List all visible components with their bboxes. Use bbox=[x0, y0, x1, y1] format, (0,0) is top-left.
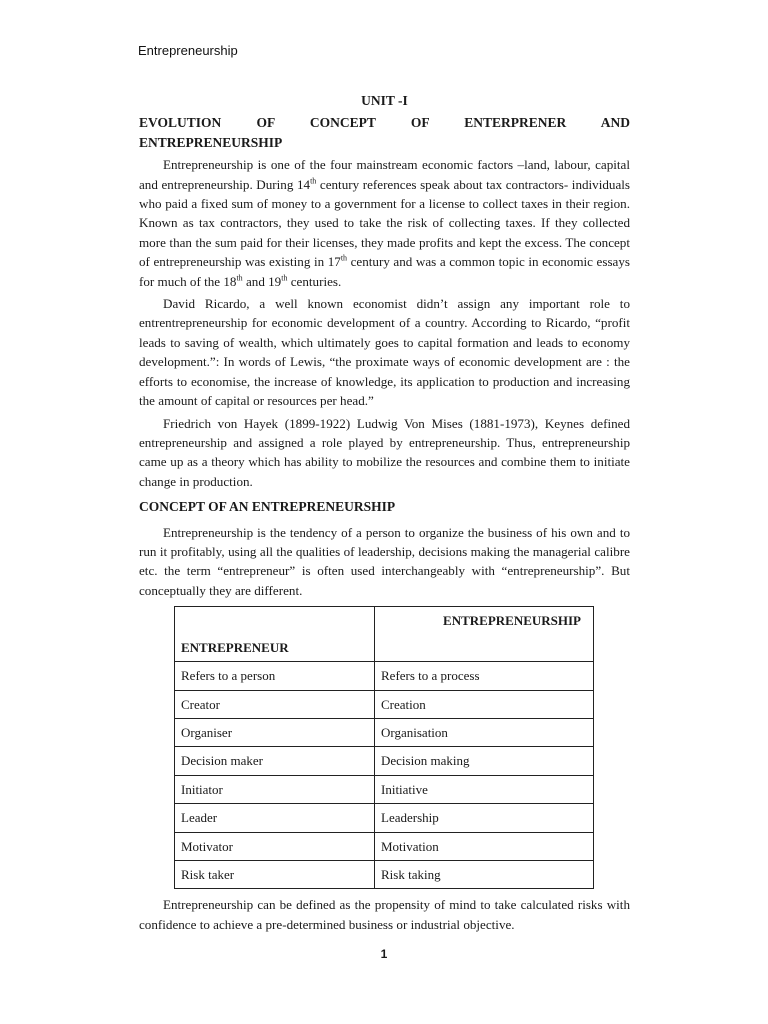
table-row bbox=[175, 747, 594, 775]
comparison-table bbox=[174, 606, 594, 889]
title-line-2: ENTREPRENEURSHIP bbox=[139, 134, 283, 150]
paragraph-5: Entrepreneurship can be defined as the propensity of mind to take calculated risks with confidence to achieve a pre-determined business or industrial objective. bbox=[139, 897, 630, 932]
paragraph-2: David Ricardo, a well known economist didn’t assign any important role to entrentrepreneurship for economic development of a country. According to Ricardo, “profit leads to saving of wealth, which ultimately goes to capital formation and leads to economy development.”: In words of Lewis, “the proximate ways of economic development are : the efforts to economise, the increase of knowledge, its application to production and increasing the amount of capital or resources per head.” bbox=[139, 296, 630, 409]
cell-entrepreneurship: Motivation bbox=[375, 832, 594, 860]
table-row bbox=[175, 718, 594, 746]
superscript: th bbox=[236, 273, 243, 283]
cell-entrepreneurship: Refers to a process bbox=[375, 662, 594, 690]
column-header-entrepreneur: ENTREPRENEUR bbox=[175, 607, 375, 662]
paragraph-3: Friedrich von Hayek (1899-1922) Ludwig Von Mises (1881-1973), Keynes defined entrepreneurship and assigned a role played by entrepreneurship. Thus, entrepreneurship came up as a theory which has ability to mobilize the resources and combine them to initiate change in production. bbox=[139, 415, 630, 489]
cell-entrepreneur: Leader bbox=[175, 804, 375, 832]
cell-entrepreneurship: Creation bbox=[375, 690, 594, 718]
running-header: Entrepreneurship bbox=[138, 43, 238, 58]
cell-entrepreneur: Motivator bbox=[175, 832, 375, 860]
cell-entrepreneur: Initiator bbox=[175, 775, 375, 803]
cell-entrepreneurship: Organisation bbox=[375, 718, 594, 746]
column-header-entrepreneurship: ENTREPRENEURSHIP bbox=[375, 607, 594, 662]
para1-text-e: centuries. bbox=[287, 273, 342, 289]
document-title bbox=[139, 113, 630, 152]
unit-label: UNIT -I bbox=[361, 93, 408, 108]
table-row bbox=[175, 804, 594, 832]
page-number: 1 bbox=[380, 947, 388, 961]
cell-entrepreneurship: Leadership bbox=[375, 804, 594, 832]
table-row bbox=[175, 832, 594, 860]
cell-entrepreneur: Decision maker bbox=[175, 747, 375, 775]
section-heading: CONCEPT OF AN ENTREPRENEURSHIP bbox=[139, 499, 396, 515]
table-row bbox=[175, 775, 594, 803]
para1-text-d: and 19 bbox=[242, 273, 282, 289]
paragraph-1 bbox=[139, 155, 630, 291]
table-header-row bbox=[175, 607, 594, 662]
page-body bbox=[139, 91, 630, 937]
cell-entrepreneur: Refers to a person bbox=[175, 662, 375, 690]
table-row bbox=[175, 861, 594, 889]
cell-entrepreneur: Creator bbox=[175, 690, 375, 718]
para1-text-b: century references speak about tax contractors- individuals who paid a fixed sum of money to a government for a license to collect taxes in their region. Known as tax contractors, they used to take the risk of collecting taxes. If they collected more than the sum paid for their licenses, they made profits and kept the excess. The concept of entrepreneurship was existing in 17 bbox=[139, 176, 631, 270]
superscript: th bbox=[281, 273, 288, 283]
para1-text-c: century and was a common topic in economic essays for much of the 18 bbox=[139, 254, 630, 289]
title-line-1: EVOLUTION OF CONCEPT OF ENTERPRENER AND bbox=[139, 115, 630, 131]
cell-entrepreneurship: Initiative bbox=[375, 775, 594, 803]
para1-text-a: Entrepreneurship is one of the four mainstream economic factors –land, labour, capital and entrepreneurship. During 14 bbox=[139, 157, 630, 192]
superscript: th bbox=[340, 253, 348, 263]
cell-entrepreneurship: Risk taking bbox=[375, 861, 594, 889]
cell-entrepreneur: Risk taker bbox=[175, 861, 375, 889]
table-row bbox=[175, 690, 594, 718]
table-row bbox=[175, 662, 594, 690]
table-body bbox=[175, 662, 594, 889]
cell-entrepreneur: Organiser bbox=[175, 718, 375, 746]
paragraph-4: Entrepreneurship is the tendency of a person to organize the business of his own and to run it profitably, using all the qualities of leadership, decisions making the managerial calibre etc. the term “entrepreneur” is often used interchangeably with “entrepreneurship”. But conceptually they are different. bbox=[139, 524, 630, 598]
superscript: th bbox=[310, 176, 317, 186]
cell-entrepreneurship: Decision making bbox=[375, 747, 594, 775]
